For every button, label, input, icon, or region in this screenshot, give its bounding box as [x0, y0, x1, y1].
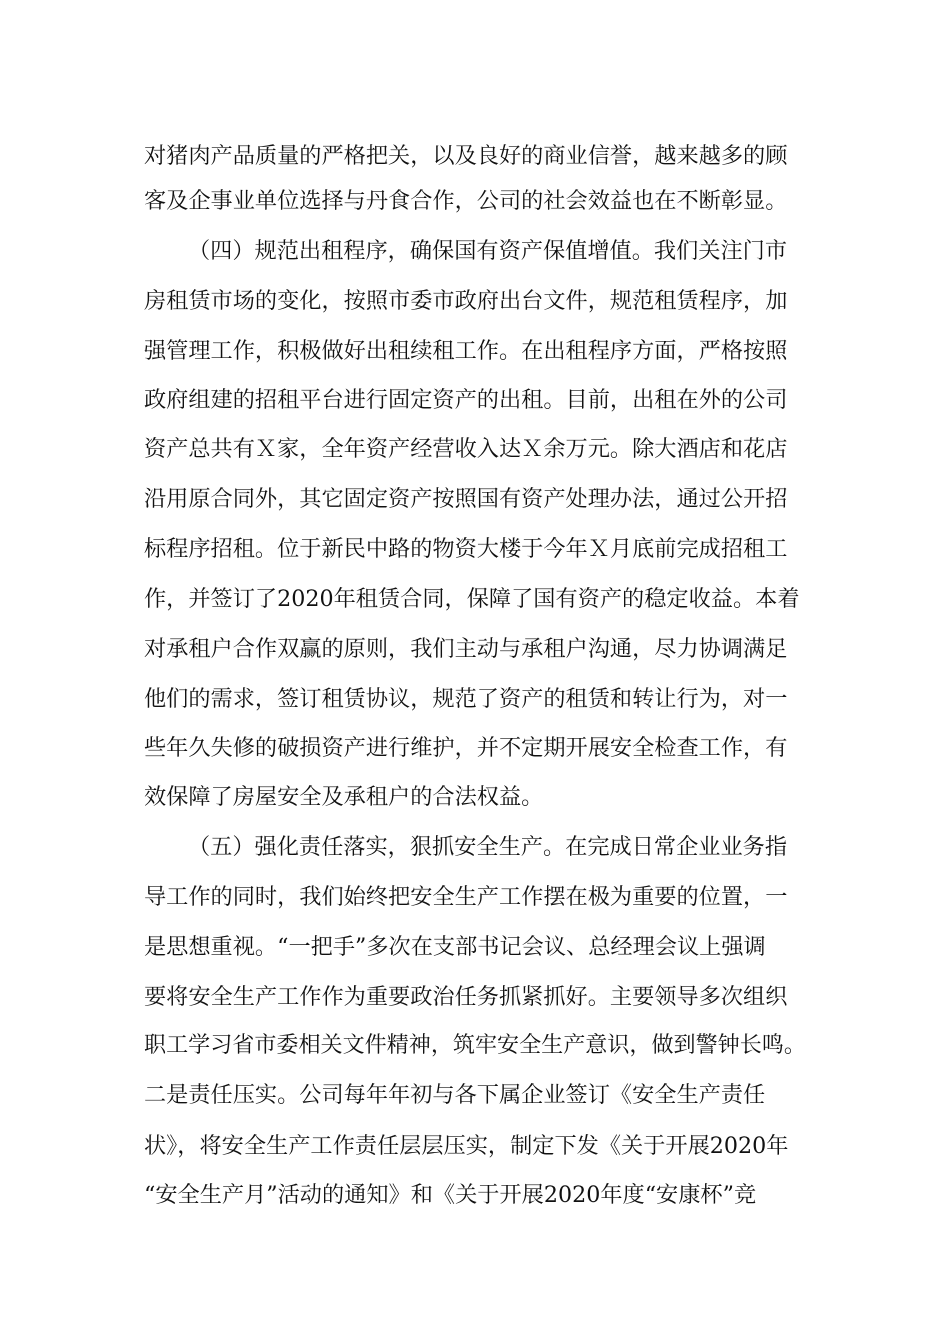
text-line: 对猪肉产品质量的严格把关，以及良好的商业信誉，越来越多的顾: [144, 143, 788, 169]
text-line: 政府组建的招租平台进行固定资产的出租。目前，出租在外的公司: [144, 387, 788, 413]
text-line: 二是责任压实。公司每年年初与各下属企业签订《安全生产责任: [144, 1082, 766, 1108]
text-line: 些年久失修的破损资产进行维护，并不定期开展安全检查工作，有: [144, 735, 788, 761]
text-line: 效保障了房屋安全及承租户的合法权益。: [144, 784, 544, 810]
text-line: 是思想重视。“一把手”多次在支部书记会议、总经理会议上强调: [144, 934, 766, 960]
text-line: “安全生产月”活动的通知》和《关于开展2020年度“安康杯”竞: [144, 1182, 757, 1208]
text-line: 客及企事业单位选择与丹食合作，公司的社会效益也在不断彰显。: [144, 188, 788, 214]
text-line: 状》，将安全生产工作责任层层压实，制定下发《关于开展2020年: [144, 1133, 789, 1159]
text-line: 要将安全生产工作作为重要政治任务抓紧抓好。主要领导多次组织: [144, 984, 788, 1010]
text-line: 职工学习省市委相关文件精神，筑牢安全生产意识，做到警钟长鸣。: [144, 1033, 806, 1058]
text-line: 标程序招租。位于新民中路的物资大楼于今年Ｘ月底前完成招租工: [144, 536, 788, 562]
text-line: 强管理工作，积极做好出租续租工作。在出租程序方面，严格按照: [144, 338, 788, 364]
paragraph-heading-line: （五）强化责任落实，狠抓安全生产。在完成日常企业业务指: [188, 834, 788, 860]
text-line: 他们的需求，签订租赁协议，规范了资产的租赁和转让行为，对一: [144, 686, 788, 712]
text-line: 资产总共有Ｘ家，全年资产经营收入达Ｘ余万元。除大酒店和花店: [144, 436, 788, 462]
text-line: 沿用原合同外，其它固定资产按照国有资产处理办法，通过公开招: [144, 486, 788, 512]
text-line: 导工作的同时，我们始终把安全生产工作摆在极为重要的位置，一: [144, 884, 788, 910]
text-line: 对承租户合作双赢的原则，我们主动与承租户沟通，尽力协调满足: [144, 636, 788, 662]
text-line: 房租赁市场的变化，按照市委市政府出台文件，规范租赁程序，加: [144, 288, 788, 314]
text-line: 作，并签订了2020年租赁合同，保障了国有资产的稳定收益。本着: [144, 586, 800, 612]
paragraph-heading-line: （四）规范出租程序，确保国有资产保值增值。我们关注门市: [188, 238, 788, 264]
